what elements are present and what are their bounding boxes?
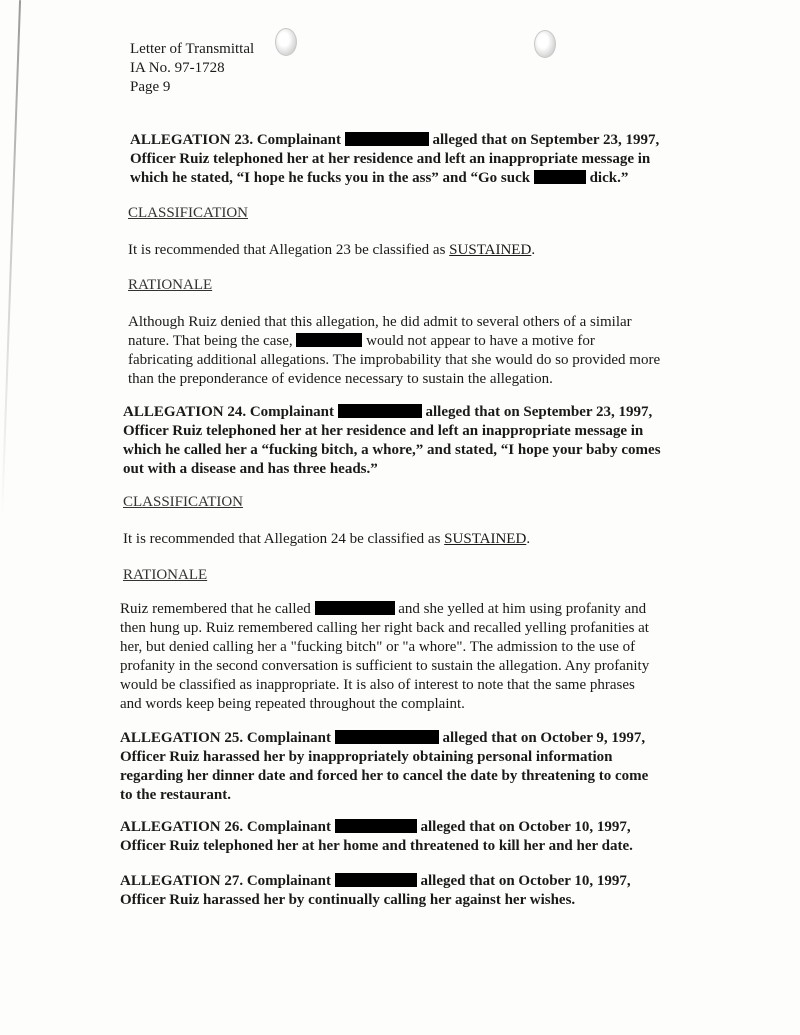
allegation-23-lead: ALLEGATION 23. Complainant — [130, 132, 342, 148]
header-ia-number: IA No. 97-1728 — [130, 60, 225, 76]
rationale-24-line1a: Ruiz remembered that he called — [120, 601, 311, 617]
rationale-24-line3: her, but denied calling her a "fucking bitch" or "a whore". The admission to the use of — [120, 639, 636, 655]
allegation-23-line3b: dick.” — [589, 170, 629, 186]
classification-status: SUSTAINED — [449, 242, 532, 258]
rationale-23-line2b: would not appear to have a motive for — [366, 333, 595, 349]
allegation-23-line3a: which he stated, “I hope he fucks you in the ass” and “Go suck — [130, 170, 531, 186]
rationale-23 — [128, 313, 688, 389]
redaction-block — [335, 819, 417, 833]
rationale-24 — [120, 600, 690, 714]
redaction-block — [338, 404, 422, 418]
rationale-24-line4: profanity in the second conversation is sufficient to sustain the allegation. Any profanity — [120, 658, 650, 674]
classification-text: It is recommended that Allegation 23 be classified as — [128, 242, 446, 258]
allegation-27-line2: Officer Ruiz harassed her by continually calling her against her wishes. — [120, 892, 576, 908]
header-title: Letter of Transmittal — [130, 41, 255, 57]
allegation-24-lead: ALLEGATION 24. Complainant — [123, 404, 335, 420]
redaction-block — [345, 132, 429, 146]
rationale-24-heading — [123, 566, 688, 585]
rationale-23-line1: Although Ruiz denied that this allegation, he did admit to several others of a similar — [128, 314, 632, 330]
allegation-27 — [120, 872, 690, 910]
header-page-number: Page 9 — [130, 79, 171, 95]
allegation-25-line3: regarding her dinner date and forced her to cancel the date by threatening to come — [120, 768, 649, 784]
classification-heading: CLASSIFICATION — [123, 494, 244, 510]
redaction-block — [335, 873, 417, 887]
rationale-24-line6: and words keep being repeated throughout the complaint. — [120, 696, 465, 712]
allegation-25-line2: Officer Ruiz harassed her by inappropriately obtaining personal information — [120, 749, 613, 765]
punch-hole-left — [275, 28, 297, 56]
rationale-heading: RATIONALE — [128, 277, 213, 293]
redaction-block — [315, 601, 395, 615]
allegation-25-lead: ALLEGATION 25. Complainant — [120, 730, 332, 746]
punch-hole-right — [534, 30, 556, 58]
classification-text: It is recommended that Allegation 24 be classified as — [123, 531, 441, 547]
page-header — [130, 40, 254, 97]
classification-period: . — [526, 531, 531, 547]
redaction-block — [534, 170, 586, 184]
allegation-23-line2: Officer Ruiz telephoned her at her residence and left an inappropriate message in — [130, 151, 651, 167]
rationale-heading: RATIONALE — [123, 567, 208, 583]
allegation-24-line3: which he called her a “fucking bitch, a whore,” and stated, “I hope your baby comes — [123, 442, 661, 458]
allegation-26-date: alleged that on October 10, 1997, — [420, 819, 631, 835]
allegation-24 — [123, 403, 688, 479]
classification-heading: CLASSIFICATION — [128, 205, 249, 221]
allegation-26 — [120, 818, 690, 856]
rationale-24-line5: would be classified as inappropriate. It is also of interest to note that the same phrases — [120, 677, 635, 693]
allegation-27-date: alleged that on October 10, 1997, — [420, 873, 631, 889]
allegation-25 — [120, 729, 690, 805]
classification-23 — [128, 204, 693, 223]
allegation-24-date: alleged that on September 23, 1997, — [425, 404, 653, 420]
classification-23-text — [128, 241, 693, 260]
scan-edge-line — [1, 0, 21, 520]
rationale-24-line2: then hung up. Ruiz remembered calling her right back and recalled yelling profanities at — [120, 620, 649, 636]
rationale-24-line1b: and she yelled at him using profanity and — [398, 601, 647, 617]
classification-24 — [123, 493, 688, 512]
allegation-25-date: alleged that on October 9, 1997, — [442, 730, 646, 746]
allegation-27-lead: ALLEGATION 27. Complainant — [120, 873, 332, 889]
classification-status: SUSTAINED — [444, 531, 527, 547]
rationale-23-heading — [128, 276, 693, 295]
allegation-23 — [130, 131, 690, 188]
allegation-24-line4: out with a disease and has three heads.” — [123, 461, 378, 477]
rationale-23-line3: fabricating additional allegations. The improbability that she would do so provided more — [128, 352, 661, 368]
rationale-23-line4: than the preponderance of evidence necessary to sustain the allegation. — [128, 371, 553, 387]
redaction-block — [335, 730, 439, 744]
allegation-25-line4: to the restaurant. — [120, 787, 231, 803]
allegation-26-lead: ALLEGATION 26. Complainant — [120, 819, 332, 835]
allegation-23-date: alleged that on September 23, 1997, — [432, 132, 660, 148]
rationale-23-line2a: nature. That being the case, — [128, 333, 293, 349]
allegation-24-line2: Officer Ruiz telephoned her at her residence and left an inappropriate message in — [123, 423, 644, 439]
classification-period: . — [531, 242, 536, 258]
classification-24-text — [123, 530, 688, 549]
allegation-26-line2: Officer Ruiz telephoned her at her home and threatened to kill her and her date. — [120, 838, 633, 854]
redaction-block — [296, 333, 362, 347]
